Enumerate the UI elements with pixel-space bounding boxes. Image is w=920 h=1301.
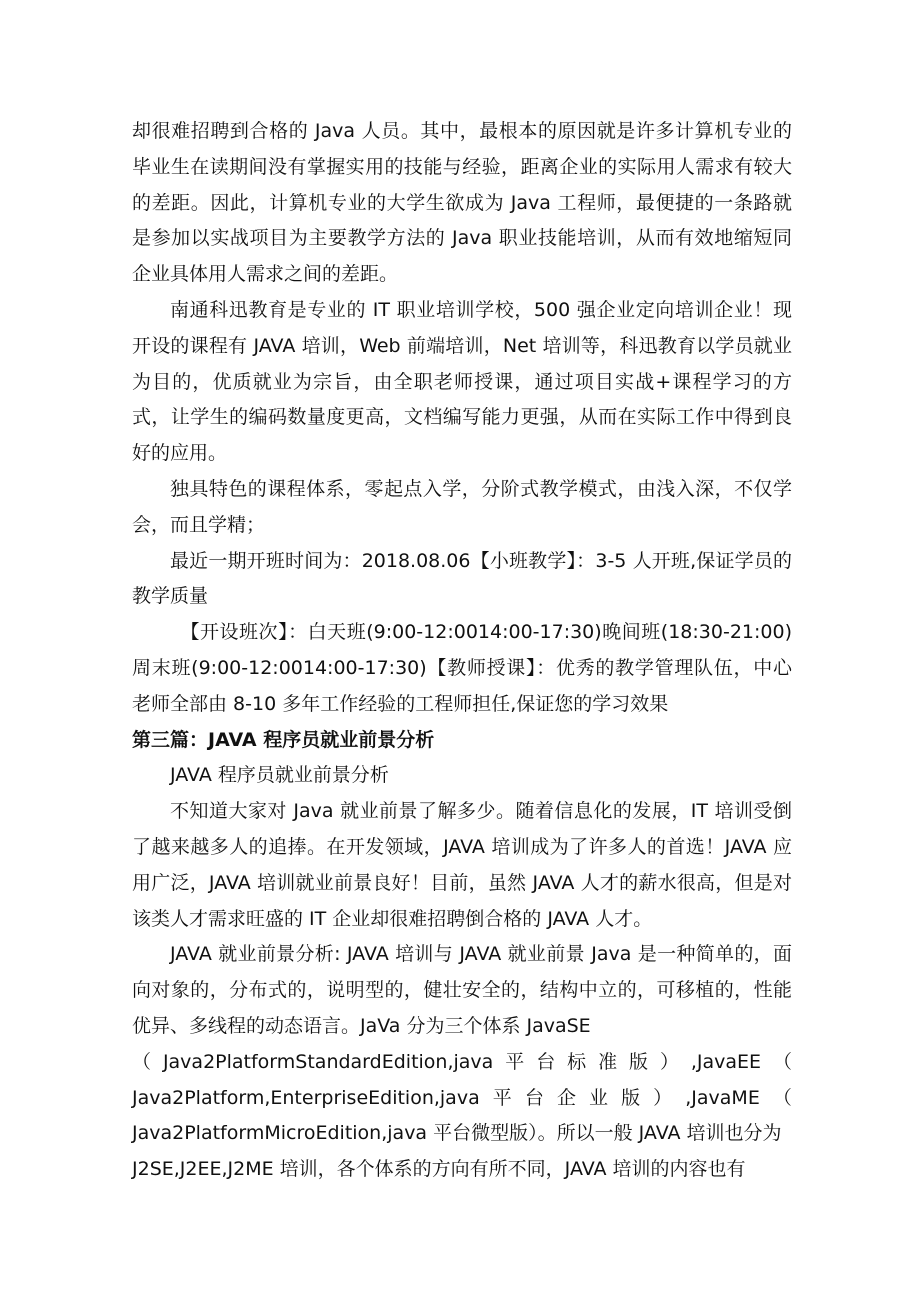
document-body xyxy=(132,114,792,1188)
line-token: Java2PlatformStandardEdition,java xyxy=(162,1050,494,1073)
spread-line-javase xyxy=(132,1045,792,1081)
paragraph-next-class: 最近一期开班时间为：2018.08.06【小班教学】：3-5 人开班,保证学员的教学质量 xyxy=(132,549,792,608)
line-token: 平 xyxy=(505,1050,525,1073)
section-subtitle: JAVA 程序员就业前景分析 xyxy=(170,764,389,787)
paragraph-career-analysis: JAVA 就业前景分析: JAVA 培训与 JAVA 就业前景 Java 是一种简单的，面向对象的，分布式的，说明型的，健壮安全的，结构中立的，可移植的，性能优异、多线程的动态语言。JaVa 分为三个体系 JavaSE xyxy=(132,943,792,1037)
line-token: （ xyxy=(132,1050,152,1073)
line-token: ,JavaEE xyxy=(690,1050,762,1073)
line-token: Java2Platform,EnterpriseEdition,java xyxy=(132,1086,480,1109)
line-token: 企 xyxy=(556,1086,576,1109)
text-line-j2se: J2SE,J2EE,J2ME 培训，各个体系的方向有所不同，JAVA 培训的内容也有 xyxy=(132,1158,746,1181)
line-token: （ xyxy=(772,1086,792,1109)
line-token: 平 xyxy=(492,1086,512,1109)
line-token: ,JavaME xyxy=(685,1086,760,1109)
paragraph-course-system: 独具特色的课程体系，零起点入学，分阶式教学模式，由浅入深，不仅学会，而且学精； xyxy=(132,477,792,536)
text-line-javame: Java2PlatformMicroEdition,java 平台微型版）。所以一般 JAVA 培训也分为 xyxy=(132,1122,782,1145)
line-token: ） xyxy=(659,1050,679,1073)
line-token: 准 xyxy=(598,1050,618,1073)
line-token: 台 xyxy=(524,1086,544,1109)
spread-line-javaee xyxy=(132,1081,792,1117)
line-token: 版 xyxy=(629,1050,649,1073)
line-token: 版 xyxy=(621,1086,641,1109)
section-heading: 第三篇：JAVA 程序员就业前景分析 xyxy=(132,728,435,751)
line-token: 标 xyxy=(567,1050,587,1073)
paragraph-school-intro: 南通科迅教育是专业的 IT 职业培训学校，500 强企业定向培训企业！现开设的课程有 JAVA 培训，Web 前端培训，Net 培训等，科迅教育以学员就业为目的，优质就业为宗旨，由全职老师授课，通过项目实战+课程学习的方式，让学生的编码数量度更高，文档编写能力更强，从而在实际工作中得到良好的应用。 xyxy=(132,298,792,465)
paragraph-career-intro: 不知道大家对 Java 就业前景了解多少。随着信息化的发展，IT 培训受倒了越来越多人的追捧。在开发领域，JAVA 培训成为了许多人的首选！JAVA 应用广泛，JAVA 培训就业前景良好！目前，虽然 JAVA 人才的薪水很高，但是对该类人才需求旺盛的 IT 企业却很难招聘倒合格的 JAVA 人才。 xyxy=(132,800,792,930)
paragraph-class-schedule: 【开设班次】：白天班(9:00-12:0014:00-17:30)晚间班(18:30-21:00)周末班(9:00-12:0014:00-17:30)【教师授课】：优秀的教学管理队伍，中心老师全部由 8-10 多年工作经验的工程师担任,保证您的学习效果 xyxy=(132,621,792,715)
line-token: ） xyxy=(653,1086,673,1109)
paragraph-continuation: 却很难招聘到合格的 Java 人员。其中，最根本的原因就是许多计算机专业的毕业生在读期间没有掌握实用的技能与经验，距离企业的实际用人需求有较大的差距。因此，计算机专业的大学生欲成为 Java 工程师，最便捷的一条路就是参加以实战项目为主要教学方法的 Java 职业技能培训，从而有效地缩短同企业具体用人需求之间的差距。 xyxy=(132,120,792,286)
line-token: （ xyxy=(772,1050,792,1073)
line-token: 业 xyxy=(589,1086,609,1109)
line-token: 台 xyxy=(536,1050,556,1073)
